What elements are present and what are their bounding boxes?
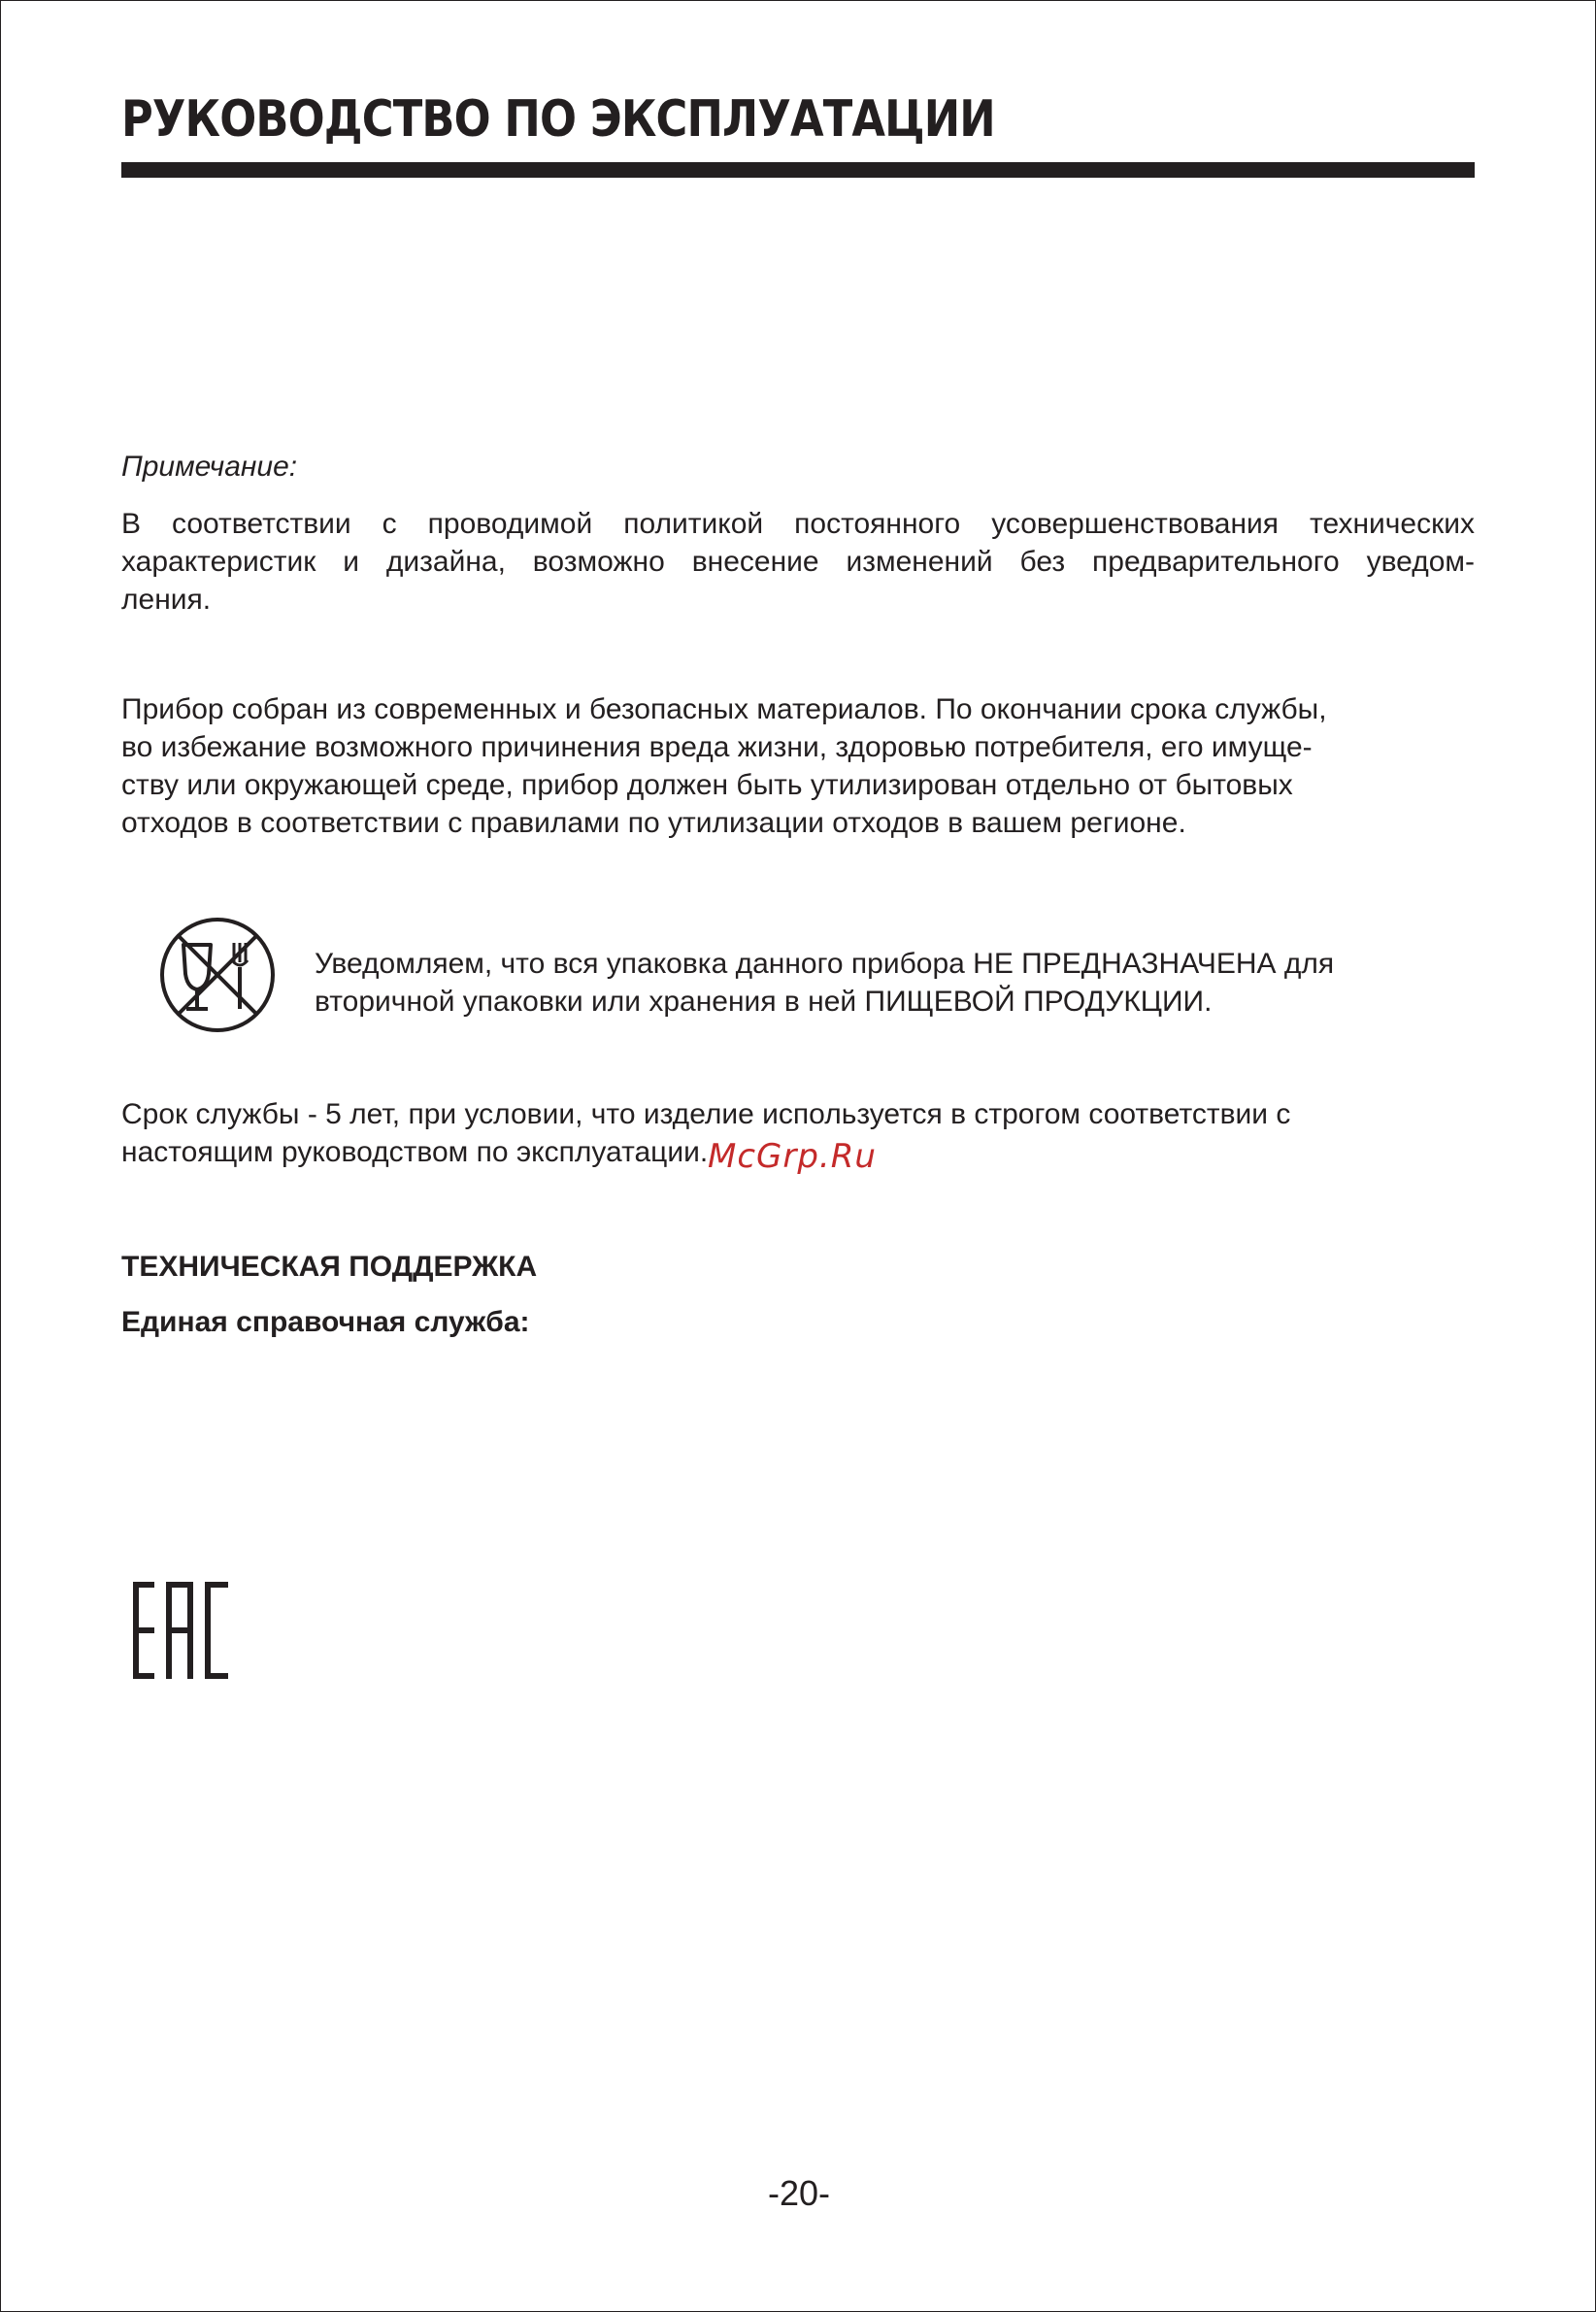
- disposal-line: Прибор собран из современных и безопасных материалов. По окончании срока службы,: [121, 693, 1327, 725]
- note-paragraph: [121, 505, 1475, 619]
- page-title: РУКОВОДСТВО ПО ЭКСПЛУАТАЦИИ: [121, 90, 995, 149]
- title-underline-rule: [121, 162, 1475, 178]
- packaging-line: Уведомляем, что вся упаковка данного прибора НЕ ПРЕДНАЗНАЧЕНА для: [315, 948, 1335, 980]
- note-line: ления.: [121, 584, 212, 616]
- disposal-line: во избежание возможного причинения вреда жизни, здоровью потребителя, его имуще-: [121, 731, 1313, 763]
- hotline-label: Единая справочная служба:: [121, 1306, 530, 1338]
- note-line: В соответствии с проводимой политикой постоянного усовершенствования технических: [121, 508, 1475, 540]
- packaging-notice: [315, 945, 1475, 1021]
- packaging-line: вторичной упаковки или хранения в ней ПИЩЕВОЙ ПРОДУКЦИИ.: [315, 986, 1213, 1018]
- eac-certification-mark: [133, 1582, 228, 1679]
- page-number: -20-: [767, 2173, 831, 2213]
- not-for-food-icon: [156, 914, 279, 1036]
- disposal-line: отходов в соответствии с правилами по утилизации отходов в вашем регионе.: [121, 807, 1186, 839]
- watermark: McGrp.Ru: [708, 1137, 877, 1176]
- service-life-line: настоящим руководством по эксплуатации.: [121, 1136, 709, 1168]
- disposal-paragraph: [121, 690, 1475, 842]
- note-label: Примечание:: [121, 451, 298, 483]
- support-heading: ТЕХНИЧЕСКАЯ ПОДДЕРЖКА: [121, 1251, 538, 1283]
- service-life-line: Срок службы - 5 лет, при условии, что изделие используется в строгом соответствии с: [121, 1098, 1291, 1130]
- disposal-line: ству или окружающей среде, прибор должен быть утилизирован отдельно от бытовых: [121, 769, 1293, 801]
- note-line: характеристик и дизайна, возможно внесение изменений без предварительного уведом-: [121, 546, 1475, 578]
